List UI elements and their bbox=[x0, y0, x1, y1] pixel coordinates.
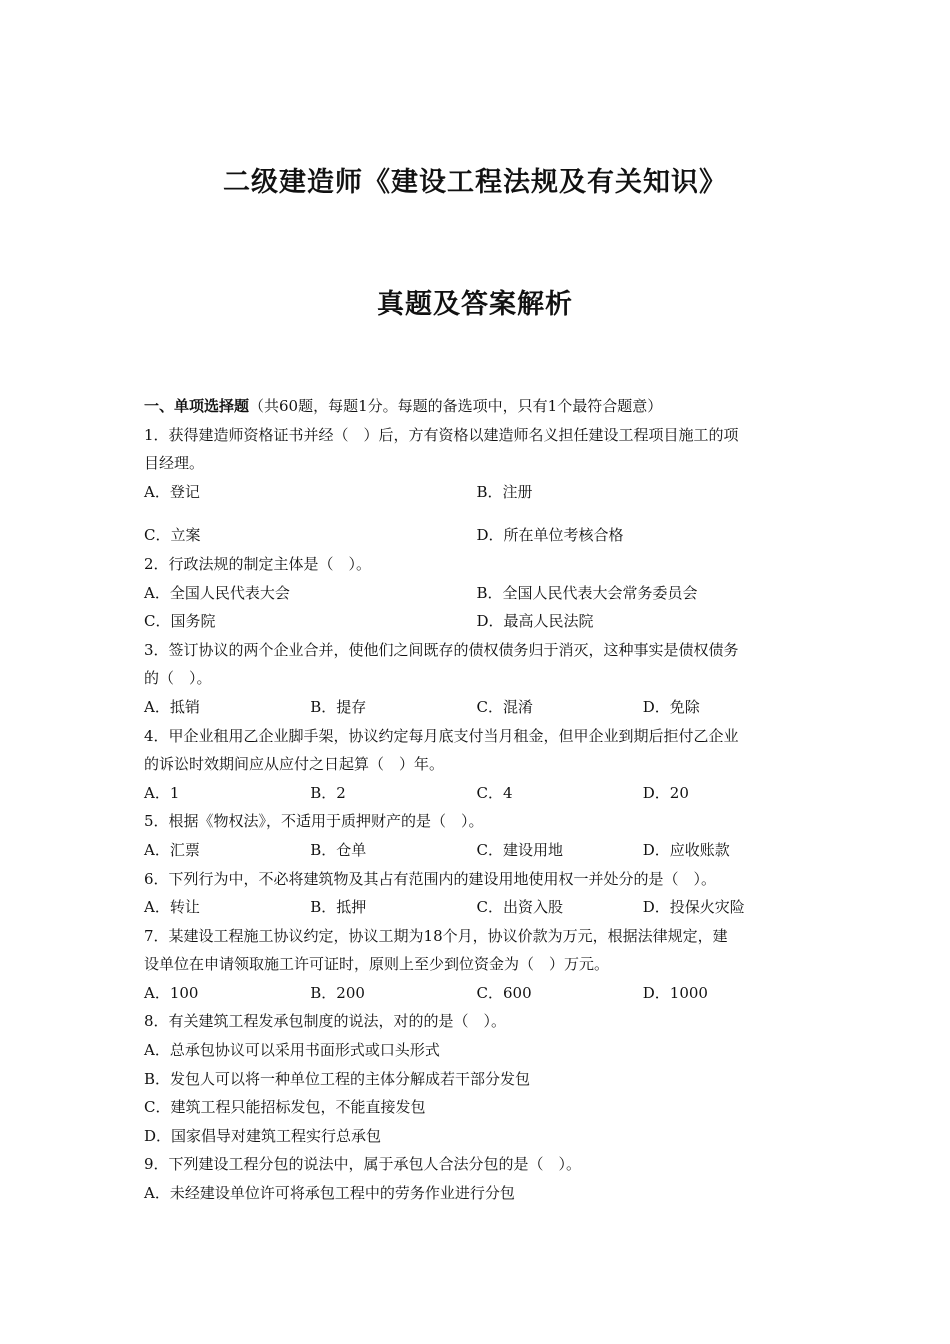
option-row bbox=[144, 779, 809, 808]
option: D．国家倡导对建筑工程实行总承包 bbox=[144, 1126, 382, 1145]
option: A．1 bbox=[144, 783, 180, 802]
question-stem: 设单位在申请领取施工许可证时，原则上至少到位资金为（ ）万元。 bbox=[144, 955, 610, 974]
option: C．建设用地 bbox=[476, 840, 563, 859]
option: A．总承包协议可以采用书面形式或口头形式 bbox=[144, 1041, 440, 1060]
option: D．免除 bbox=[642, 697, 700, 716]
question-stem: 4．甲企业租用乙企业脚手架，协议约定每月底支付当月租金，但甲企业到期后拒付乙企业 bbox=[144, 726, 739, 745]
option-row bbox=[144, 607, 809, 636]
option-row bbox=[144, 579, 809, 608]
option: C．混淆 bbox=[476, 697, 533, 716]
option: A．登记 bbox=[144, 482, 200, 501]
option: D．20 bbox=[642, 783, 689, 802]
question-stem: 目经理。 bbox=[144, 454, 205, 473]
document-body bbox=[144, 392, 809, 1208]
question-stem: 2．行政法规的制定主体是（ ）。 bbox=[144, 554, 372, 573]
option: C．建筑工程只能招标发包，不能直接发包 bbox=[144, 1098, 426, 1117]
question-stem: 8．有关建筑工程发承包制度的说法，对的的是（ ）。 bbox=[144, 1012, 507, 1031]
option: C．4 bbox=[476, 783, 513, 802]
option: D．最高人民法院 bbox=[476, 612, 594, 631]
question-stem: 5．根据《物权法》，不适用于质押财产的是（ ）。 bbox=[144, 812, 484, 831]
question-stem: 6．下列行为中，不必将建筑物及其占有范围内的建设用地使用权一并处分的是（ ）。 bbox=[144, 869, 717, 888]
option-row bbox=[144, 893, 809, 922]
option: B．抵押 bbox=[310, 898, 367, 917]
question-stem: 的诉讼时效期间应从应付之日起算（ ）年。 bbox=[144, 755, 445, 774]
option: C．立案 bbox=[144, 526, 201, 545]
option-row bbox=[144, 836, 809, 865]
option: B．发包人可以将一种单位工程的主体分解成若干部分发包 bbox=[144, 1069, 531, 1088]
option: B．200 bbox=[310, 983, 365, 1002]
document-title: 二级建造师《建设工程法规及有关知识》 bbox=[223, 167, 727, 198]
option: A．抵销 bbox=[144, 697, 200, 716]
option-row bbox=[144, 521, 809, 550]
option: D．投保火灾险 bbox=[642, 898, 745, 917]
option: B．仓单 bbox=[310, 840, 367, 859]
option: B．全国人民代表大会常务委员会 bbox=[476, 583, 698, 602]
section-heading: 一、单项选择题 bbox=[144, 397, 250, 415]
option: B．提存 bbox=[310, 697, 367, 716]
option: A．全国人民代表大会 bbox=[144, 583, 290, 602]
option: A．转让 bbox=[144, 898, 200, 917]
option: A．未经建设单位许可将承包工程中的劳务作业进行分包 bbox=[144, 1184, 515, 1203]
option: C．600 bbox=[476, 983, 532, 1002]
option: C．国务院 bbox=[144, 612, 216, 631]
option: C．出资入股 bbox=[476, 898, 563, 917]
option-row bbox=[144, 979, 809, 1008]
option-row bbox=[144, 478, 809, 507]
option: A．汇票 bbox=[144, 840, 200, 859]
question-stem: 1．获得建造师资格证书并经（ ）后，方有资格以建造师名义担任建设工程项目施工的项 bbox=[144, 425, 739, 444]
section-heading-line bbox=[144, 392, 809, 421]
question-stem: 9．下列建设工程分包的说法中，属于承包人合法分包的是（ ）。 bbox=[144, 1155, 582, 1174]
section-note: （共60题，每题1分。每题的备选项中，只有1个最符合题意） bbox=[249, 397, 663, 415]
document-subtitle: 真题及答案解析 bbox=[377, 289, 573, 320]
question-stem: 的（ ）。 bbox=[144, 669, 212, 688]
option: A．100 bbox=[144, 983, 199, 1002]
option-row bbox=[144, 693, 809, 722]
question-stem: 7．某建设工程施工协议约定，协议工期为18个月，协议价款为万元，根据法律规定，建 bbox=[144, 926, 728, 945]
option: D．所在单位考核合格 bbox=[476, 526, 624, 545]
option: B．注册 bbox=[476, 482, 533, 501]
option: D．应收账款 bbox=[642, 840, 730, 859]
option: D．1000 bbox=[642, 983, 708, 1002]
question-stem: 3．签订协议的两个企业合并，使他们之间既存的债权债务归于消灭，这种事实是债权债务 bbox=[144, 640, 739, 659]
option: B．2 bbox=[310, 783, 346, 802]
